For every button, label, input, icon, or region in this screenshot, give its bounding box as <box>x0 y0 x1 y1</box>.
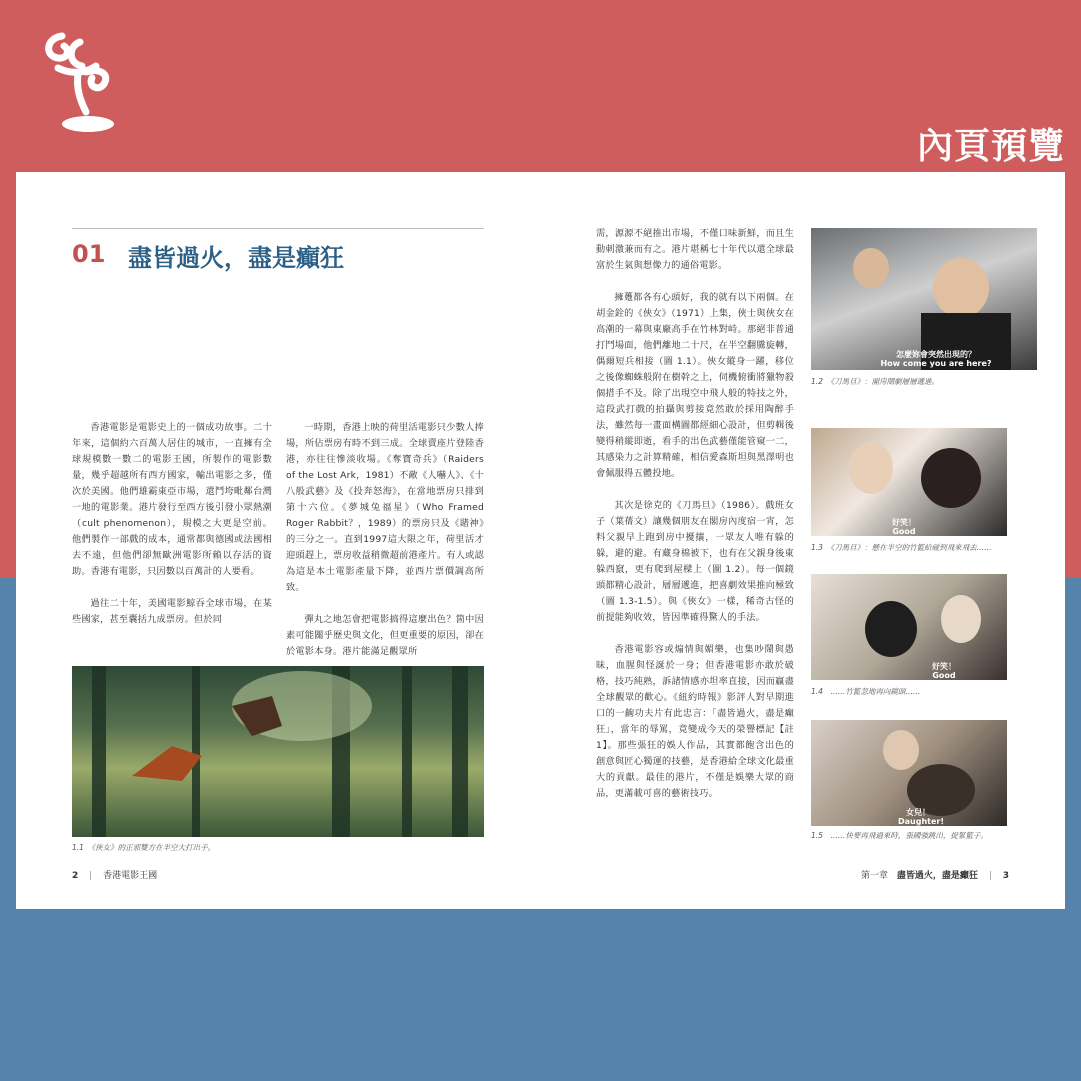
photo-touch-of-zen <box>72 666 484 837</box>
paragraph: 需，源源不絕推出市場，不僅口味新鮮，而且生動刺激兼而有之。港片堪稱七十年代以還全球最富於生氣與想像力的通俗電影。 <box>596 228 794 271</box>
subtitle-1-3: 好笑！ Good shot! <box>892 518 916 545</box>
still-scene <box>811 574 1007 680</box>
preview-title: 內頁預覽 <box>916 125 1065 167</box>
subtitle-1-2: 怎麼妳會突然出現的？ How come you are here? <box>880 350 992 368</box>
dancer-logo-icon <box>40 28 130 138</box>
caption-1-5: 1.5 ……快要再飛過來時，張國強跳出，捉緊籃子。 <box>811 831 988 840</box>
chapter-number: 01 <box>72 240 106 268</box>
left-column-2 <box>286 420 484 676</box>
caption-1-2: 1.2 《刀馬旦》：閣房鬧劇層層遞進。 <box>811 377 940 386</box>
book-title: 香港電影王國 <box>103 871 158 881</box>
chapter-running-title: 盡皆過火，盡是癲狂 <box>896 871 978 881</box>
paragraph: 其次是徐克的《刀馬旦》（1986）。戲班女子（葉蒨文）讓幾個朋友在閣房內度宿一宵，怎料父親早上跑到房中擾攘，一眾友人唯有躲的躲，避的避。有藏身棉被下，也有在父親身後東躲西竄，更有爬到屋樑上（圖 1.2）。每一個鏡頭都精心設計，層層遞進，把喜劇效果推向極致（圖 1.3-1.5）。與《俠女》一樣，稀奇古怪的前提能夠收效，皆因準確得驚人的手法。 <box>596 500 794 623</box>
subtitle-1-5: 女兒！ Daughter! <box>898 808 944 826</box>
chapter-label: 第一章 <box>861 871 889 881</box>
bamboo-forest-scene <box>72 666 484 837</box>
page-number-left: 2 <box>72 871 79 881</box>
right-column <box>596 226 794 818</box>
paragraph: 香港電影是電影史上的一個成功故事。二十年來，這個約六百萬人居住的城市，一直擁有全球規模數一數二的電影王國，所製作的電影數量，幾乎超越所有西方國家，輸出電影之多，僅次於美國。他們雄霸東亞市場，還鬥垮毗鄰台灣一地的電影業。港片發行至西方後引發小眾熱潮（cult phenomenon），規模之大更是空前。他們製作一部戲的成本，通常都與德國或法國相去不遠，但他們卻無歐洲電影所賴以存活的資助。香港有電影，只因數以百萬計的人要看。 <box>72 422 272 577</box>
paragraph: 彈丸之地怎會把電影搞得這麼出色？箇中因素可能關乎歷史與文化，但更重要的原因，卻在於電影本身。港片能滿足觀眾所 <box>286 614 484 657</box>
footer-separator: | <box>988 871 992 881</box>
left-column-1 <box>72 420 272 644</box>
footer-separator: | <box>89 871 93 881</box>
paragraph: 香港電影容或煽情與媚樂，也集吵鬧與愚昧，血腥與怪誕於一身；但香港電影亦敢於破格，技巧純熟，訴諸情感亦坦率直接，因而贏盡全球觀眾的歡心。《紐約時報》影評人對早期進口的一齣功夫片有此忠言：「盡皆過火，盡是癲狂」，當年的辱罵，竟變成今天的榮譽標記【註1】。那些張狂的娛人作品，其實都飽含出色的創意與匠心獨運的技藝，是香港給全球文化最重大的貢獻。最佳的港片，不僅是娛樂大眾的商品，更滿載可喜的藝術技巧。 <box>596 644 794 799</box>
paragraph: 過往二十年，美國電影鯨吞全球市場，在某些國家，甚至囊括九成票房。但於同 <box>72 598 272 625</box>
paragraph: 擁躉都各有心頭好，我的就有以下兩個。在胡金銓的《俠女》（1971）上集，俠士與俠女在高潮的一幕與東廠高手在竹林對峙。那絕非普通打鬥場面，他們離地二十尺，在半空翻騰旋轉，偶爾短兵相接（圖 1.1）。俠女縱身一躍，移位之後像蜘蛛般附在樹幹之上，伺機俯衝將獵物殺個措手不及。除了出現空中飛人般的特技之外，這段武打戲的拍攝與剪接竟然敢於採用陶醉手法，雖然每一畫面構圖都經細心設計，但剪輯後變得稍縱即逝，看手的出色武藝僅能管窺一二，其感染力之計算精確，相信愛森斯坦與黑澤明也會佩服得五體投地。 <box>596 292 794 479</box>
photo-peking-opera-blues-3 <box>811 574 1007 680</box>
caption-1-3: 1.3 《刀馬旦》：懸在半空的竹籃給碰到飛來飛去…… <box>811 543 992 552</box>
caption-1-4: 1.4 ……竹籃忽地再向鏡頭…… <box>811 687 921 696</box>
caption-1-1: 1.1 《俠女》的正邪雙方在半空大打出手。 <box>72 843 216 852</box>
book-spread <box>16 172 1065 909</box>
paragraph: 一時期，香港上映的荷里活電影只少數人捧場，所佔票房有時不到三成。全球賣座片登陸香港，亦往往慘淡收場。《奪寶奇兵》（Raiders of the Lost Ark，1981）不敵《人嚇人》、《十八般武藝》及《投奔怒海》，在當地票房只排到第十六位。《夢城兔福星》（Who Framed Roger Rabbit？，1989）的票房只及《賭神》的三分之一。直到1997這大限之年，荷里活才迎頭趕上，票房收益稍微超前港產片。有人或認為這是本土電影產量下降，並西片票價調高所致。 <box>286 422 484 593</box>
chapter-title: 盡皆過火，盡是癲狂 <box>128 244 344 272</box>
chapter-rule <box>72 228 484 229</box>
footer-left <box>72 868 157 881</box>
page-number-right: 3 <box>1002 871 1009 881</box>
still-scene <box>811 228 1037 370</box>
subtitle-1-4: 好笑！ Good shot! <box>932 662 956 689</box>
footer-right <box>861 868 1009 881</box>
photo-peking-opera-blues-1 <box>811 228 1037 370</box>
